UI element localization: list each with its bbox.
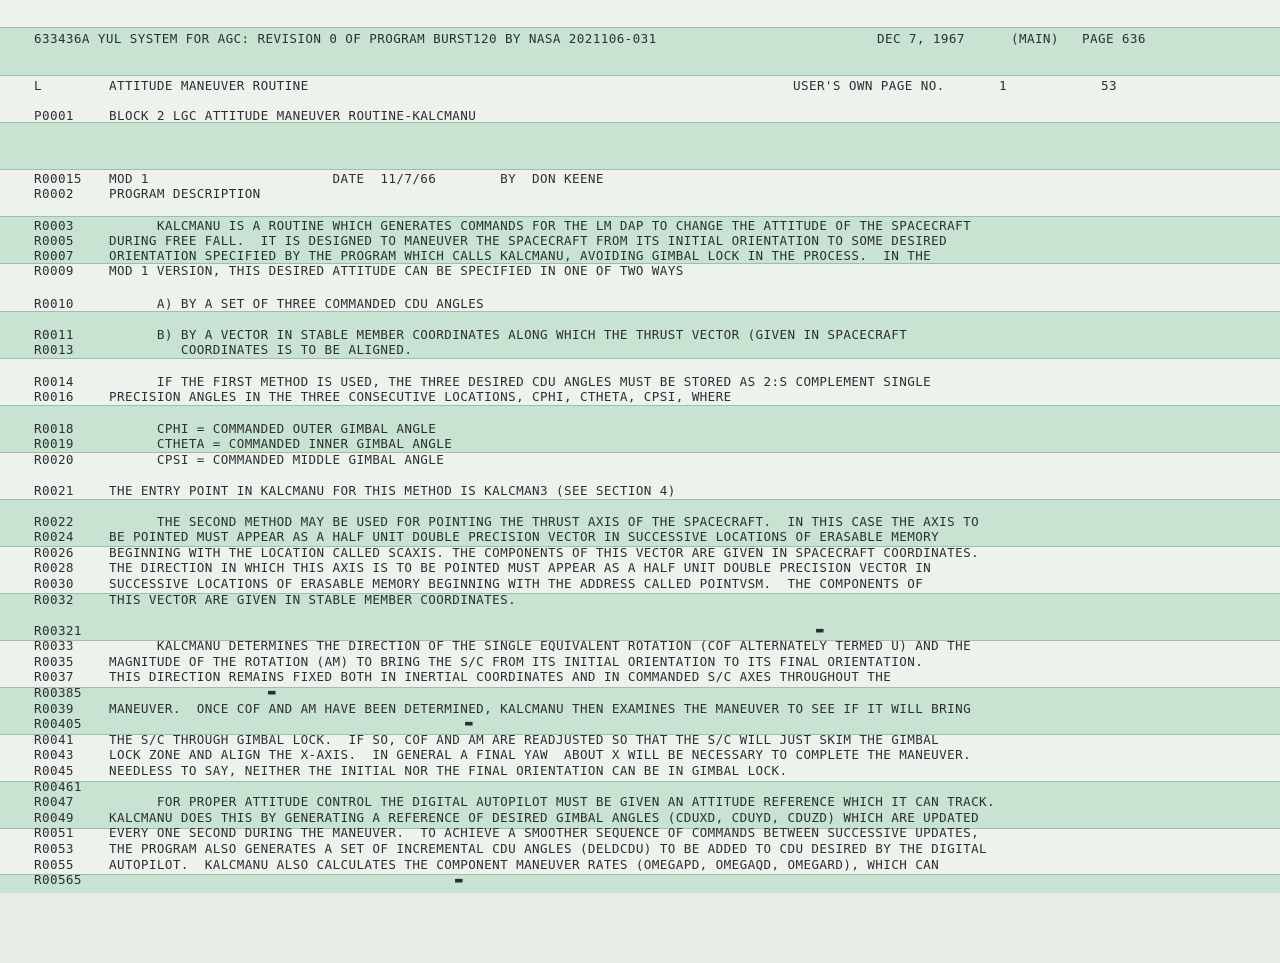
- listing-line: [0, 779, 1280, 795]
- line-id: R0035: [34, 654, 74, 669]
- listing-line: [0, 452, 1280, 468]
- listing-line: [0, 841, 1280, 857]
- line-id: R0009: [34, 263, 74, 278]
- print-mark: ▬: [816, 622, 824, 637]
- users-page-number: 1: [999, 78, 1007, 93]
- line-text: THIS DIRECTION REMAINS FIXED BOTH IN INERTIAL COORDINATES AND IN COMMANDED S/C AXES THROUGHOUT THE: [109, 669, 892, 684]
- line-id: R0019: [34, 436, 74, 451]
- line-id: R0014: [34, 374, 74, 389]
- line-text: MOD 1 VERSION, THIS DESIRED ATTITUDE CAN BE SPECIFIED IN ONE OF TWO WAYS: [109, 263, 684, 278]
- line-id: R0043: [34, 747, 74, 762]
- listing-line: [0, 669, 1280, 685]
- line-id: R0039: [34, 701, 74, 716]
- line-id: R0030: [34, 576, 74, 591]
- listing-line: [0, 108, 1280, 124]
- line-text: THE DIRECTION IN WHICH THIS AXIS IS TO BE POINTED MUST APPEAR AS A HALF UNIT DOUBLE PRECISION VECTOR IN: [109, 560, 932, 575]
- line-text: DURING FREE FALL. IT IS DESIGNED TO MANEUVER THE SPACECRAFT FROM ITS INITIAL ORIENTATION TO SOME DESIRED: [109, 233, 948, 248]
- listing-line: [0, 327, 1280, 343]
- routine-title: ATTITUDE MANEUVER ROUTINE: [109, 78, 309, 93]
- line-id: R0032: [34, 592, 74, 607]
- listing-line: [0, 421, 1280, 437]
- listing-line: [0, 576, 1280, 592]
- listing-line: [0, 685, 1280, 701]
- line-text: PRECISION ANGLES IN THE THREE CONSECUTIVE LOCATIONS, CPHI, CTHETA, CPSI, WHERE: [109, 389, 732, 404]
- line-text: CPHI = COMMANDED OUTER GIMBAL ANGLE: [109, 421, 437, 436]
- listing-header-left: 633436A YUL SYSTEM FOR AGC: REVISION 0 OF PROGRAM BURST120 BY NASA 2021106-031: [34, 31, 657, 46]
- print-mark: ▬: [455, 872, 463, 887]
- line-text: SUCCESSIVE LOCATIONS OF ERASABLE MEMORY BEGINNING WITH THE ADDRESS CALLED POINTVSM. THE COMPONENTS OF: [109, 576, 924, 591]
- line-text: MANEUVER. ONCE COF AND AM HAVE BEEN DETERMINED, KALCMANU THEN EXAMINES THE MANEUVER TO SEE IF IT WILL BRING: [109, 701, 972, 716]
- listing-line: [0, 825, 1280, 841]
- line-text: B) BY A VECTOR IN STABLE MEMBER COORDINATES ALONG WHICH THE THRUST VECTOR (GIVEN IN SPACECRAFT: [109, 327, 908, 342]
- listing-line: [0, 638, 1280, 654]
- users-page-label: USER'S OWN PAGE NO.: [793, 78, 945, 93]
- line-text: A) BY A SET OF THREE COMMANDED CDU ANGLES: [109, 296, 485, 311]
- line-text: THIS VECTOR ARE GIVEN IN STABLE MEMBER COORDINATES.: [109, 592, 517, 607]
- listing-line: [0, 436, 1280, 452]
- line-text: THE S/C THROUGH GIMBAL LOCK. IF SO, COF AND AM ARE READJUSTED SO THAT THE S/C WILL JUST SKIM THE GIMBAL: [109, 732, 940, 747]
- line-id: R0051: [34, 825, 74, 840]
- listing-line: [0, 857, 1280, 873]
- line-id: R0016: [34, 389, 74, 404]
- line-id: R0024: [34, 529, 74, 544]
- line-id: R0005: [34, 233, 74, 248]
- line-text: IF THE FIRST METHOD IS USED, THE THREE DESIRED CDU ANGLES MUST BE STORED AS 2:S COMPLEMENT SINGLE: [109, 374, 932, 389]
- listing-line: [0, 218, 1280, 234]
- line-text: THE PROGRAM ALSO GENERATES A SET OF INCREMENTAL CDU ANGLES (DELDCDU) TO BE ADDED TO CDU DESIRED BY THE DIGITAL: [109, 841, 988, 856]
- listing-line: [0, 716, 1280, 732]
- line-id: R0007: [34, 248, 74, 263]
- line-id: R0013: [34, 342, 74, 357]
- line-id: R00461: [34, 779, 82, 794]
- line-id: R0022: [34, 514, 74, 529]
- line-id: R00321: [34, 623, 82, 638]
- listing-line: [0, 654, 1280, 670]
- line-text: EVERY ONE SECOND DURING THE MANEUVER. TO ACHIEVE A SMOOTHER SEQUENCE OF COMMANDS BETWEEN SUCCESSIVE UPDATES,: [109, 825, 980, 840]
- paper-rule: [0, 75, 1280, 76]
- line-text: BE POINTED MUST APPEAR AS A HALF UNIT DOUBLE PRECISION VECTOR IN SUCCESSIVE LOCATIONS OF ERASABLE MEMORY: [109, 529, 940, 544]
- listing-line: [0, 342, 1280, 358]
- line-text: NEEDLESS TO SAY, NEITHER THE INITIAL NOR THE FINAL ORIENTATION CAN BE IN GIMBAL LOCK.: [109, 763, 788, 778]
- listing-line: [0, 810, 1280, 826]
- line-text: AUTOPILOT. KALCMANU ALSO CALCULATES THE COMPONENT MANEUVER RATES (OMEGAPD, OMEGAQD, OMEGARD), WHICH CAN: [109, 857, 940, 872]
- listing-date: DEC 7, 1967: [877, 31, 965, 46]
- line-text: MAGNITUDE OF THE ROTATION (AM) TO BRING THE S/C FROM ITS INITIAL ORIENTATION TO ITS FINAL ORIENTATION.: [109, 654, 924, 669]
- line-text: CPSI = COMMANDED MIDDLE GIMBAL ANGLE: [109, 452, 445, 467]
- line-id: R0020: [34, 452, 74, 467]
- line-text: LOCK ZONE AND ALIGN THE X-AXIS. IN GENERAL A FINAL YAW ABOUT X WILL BE NECESSARY TO COMPLETE THE MANEUVER.: [109, 747, 972, 762]
- listing-line: [0, 794, 1280, 810]
- line-text: BLOCK 2 LGC ATTITUDE MANEUVER ROUTINE-KALCMANU: [109, 108, 477, 123]
- line-id: R0011: [34, 327, 74, 342]
- listing-page-number: PAGE 636: [1082, 31, 1146, 46]
- line-text: KALCMANU DOES THIS BY GENERATING A REFERENCE OF DESIRED GIMBAL ANGLES (CDUXD, CDUYD, CDUZD) WHICH ARE UPDATED: [109, 810, 980, 825]
- line-id: R0047: [34, 794, 74, 809]
- line-id: R00015: [34, 171, 82, 186]
- line-id: R0028: [34, 560, 74, 575]
- line-text: KALCMANU DETERMINES THE DIRECTION OF THE SINGLE EQUIVALENT ROTATION (COF ALTERNATELY TERMED U) AND THE: [109, 638, 972, 653]
- line-id: R0003: [34, 218, 74, 233]
- listing-line: [0, 623, 1280, 639]
- line-id: R0055: [34, 857, 74, 872]
- line-id: R0053: [34, 841, 74, 856]
- listing-line: [0, 529, 1280, 545]
- line-id: R0045: [34, 763, 74, 778]
- line-id: R0002: [34, 186, 74, 201]
- listing-main-tag: (MAIN): [1011, 31, 1059, 46]
- listing-line: [0, 296, 1280, 312]
- page-bottom: [0, 893, 1280, 963]
- line-id: R00565: [34, 872, 82, 887]
- listing-line: [0, 872, 1280, 888]
- line-id: P0001: [34, 108, 74, 123]
- listing-line: [0, 263, 1280, 279]
- listing-line: [0, 560, 1280, 576]
- listing-line: [0, 248, 1280, 264]
- line-text: BEGINNING WITH THE LOCATION CALLED SCAXIS. THE COMPONENTS OF THIS VECTOR ARE GIVEN IN SPACECRAFT COORDINATES.: [109, 545, 980, 560]
- line-id: R0049: [34, 810, 74, 825]
- line-text: MOD 1 DATE 11/7/66 BY DON KEENE: [109, 171, 604, 186]
- listing-line: [0, 545, 1280, 561]
- print-mark: ▬: [268, 684, 276, 699]
- line-id: R0041: [34, 732, 74, 747]
- listing-line: [0, 374, 1280, 390]
- log-marker: L: [34, 78, 42, 93]
- listing-line: [0, 171, 1280, 187]
- listing-line: [0, 701, 1280, 717]
- line-id: R00405: [34, 716, 82, 731]
- listing-line: [0, 514, 1280, 530]
- line-id: R0026: [34, 545, 74, 560]
- line-id: R0033: [34, 638, 74, 653]
- line-id: R00385: [34, 685, 82, 700]
- print-mark: ▬: [465, 715, 473, 730]
- paper-band: [0, 122, 1280, 170]
- listing-line: [0, 732, 1280, 748]
- line-text: ORIENTATION SPECIFIED BY THE PROGRAM WHICH CALLS KALCMANU, AVOIDING GIMBAL LOCK IN THE PROCESS. IN THE: [109, 248, 932, 263]
- line-text: KALCMANU IS A ROUTINE WHICH GENERATES COMMANDS FOR THE LM DAP TO CHANGE THE ATTITUDE OF THE SPACECRAFT: [109, 218, 972, 233]
- line-id: R0021: [34, 483, 74, 498]
- listing-line: [0, 186, 1280, 202]
- log-code: 53: [1101, 78, 1117, 93]
- listing-line: [0, 763, 1280, 779]
- paper-rule: [0, 358, 1280, 359]
- line-text: THE SECOND METHOD MAY BE USED FOR POINTING THE THRUST AXIS OF THE SPACECRAFT. IN THIS CASE THE AXIS TO: [109, 514, 980, 529]
- listing-line: [0, 483, 1280, 499]
- line-text: FOR PROPER ATTITUDE CONTROL THE DIGITAL AUTOPILOT MUST BE GIVEN AN ATTITUDE REFERENCE WHICH IT CAN TRACK.: [109, 794, 996, 809]
- paper-rule: [0, 169, 1280, 170]
- listing-line: [0, 233, 1280, 249]
- line-text: PROGRAM DESCRIPTION: [109, 186, 261, 201]
- listing-line: [0, 747, 1280, 763]
- listing-line: [0, 389, 1280, 405]
- line-text: CTHETA = COMMANDED INNER GIMBAL ANGLE: [109, 436, 453, 451]
- line-id: R0037: [34, 669, 74, 684]
- listing-line: [0, 592, 1280, 608]
- line-text: THE ENTRY POINT IN KALCMANU FOR THIS METHOD IS KALCMAN3 (SEE SECTION 4): [109, 483, 676, 498]
- line-id: R0018: [34, 421, 74, 436]
- line-id: R0010: [34, 296, 74, 311]
- line-text: COORDINATES IS TO BE ALIGNED.: [109, 342, 413, 357]
